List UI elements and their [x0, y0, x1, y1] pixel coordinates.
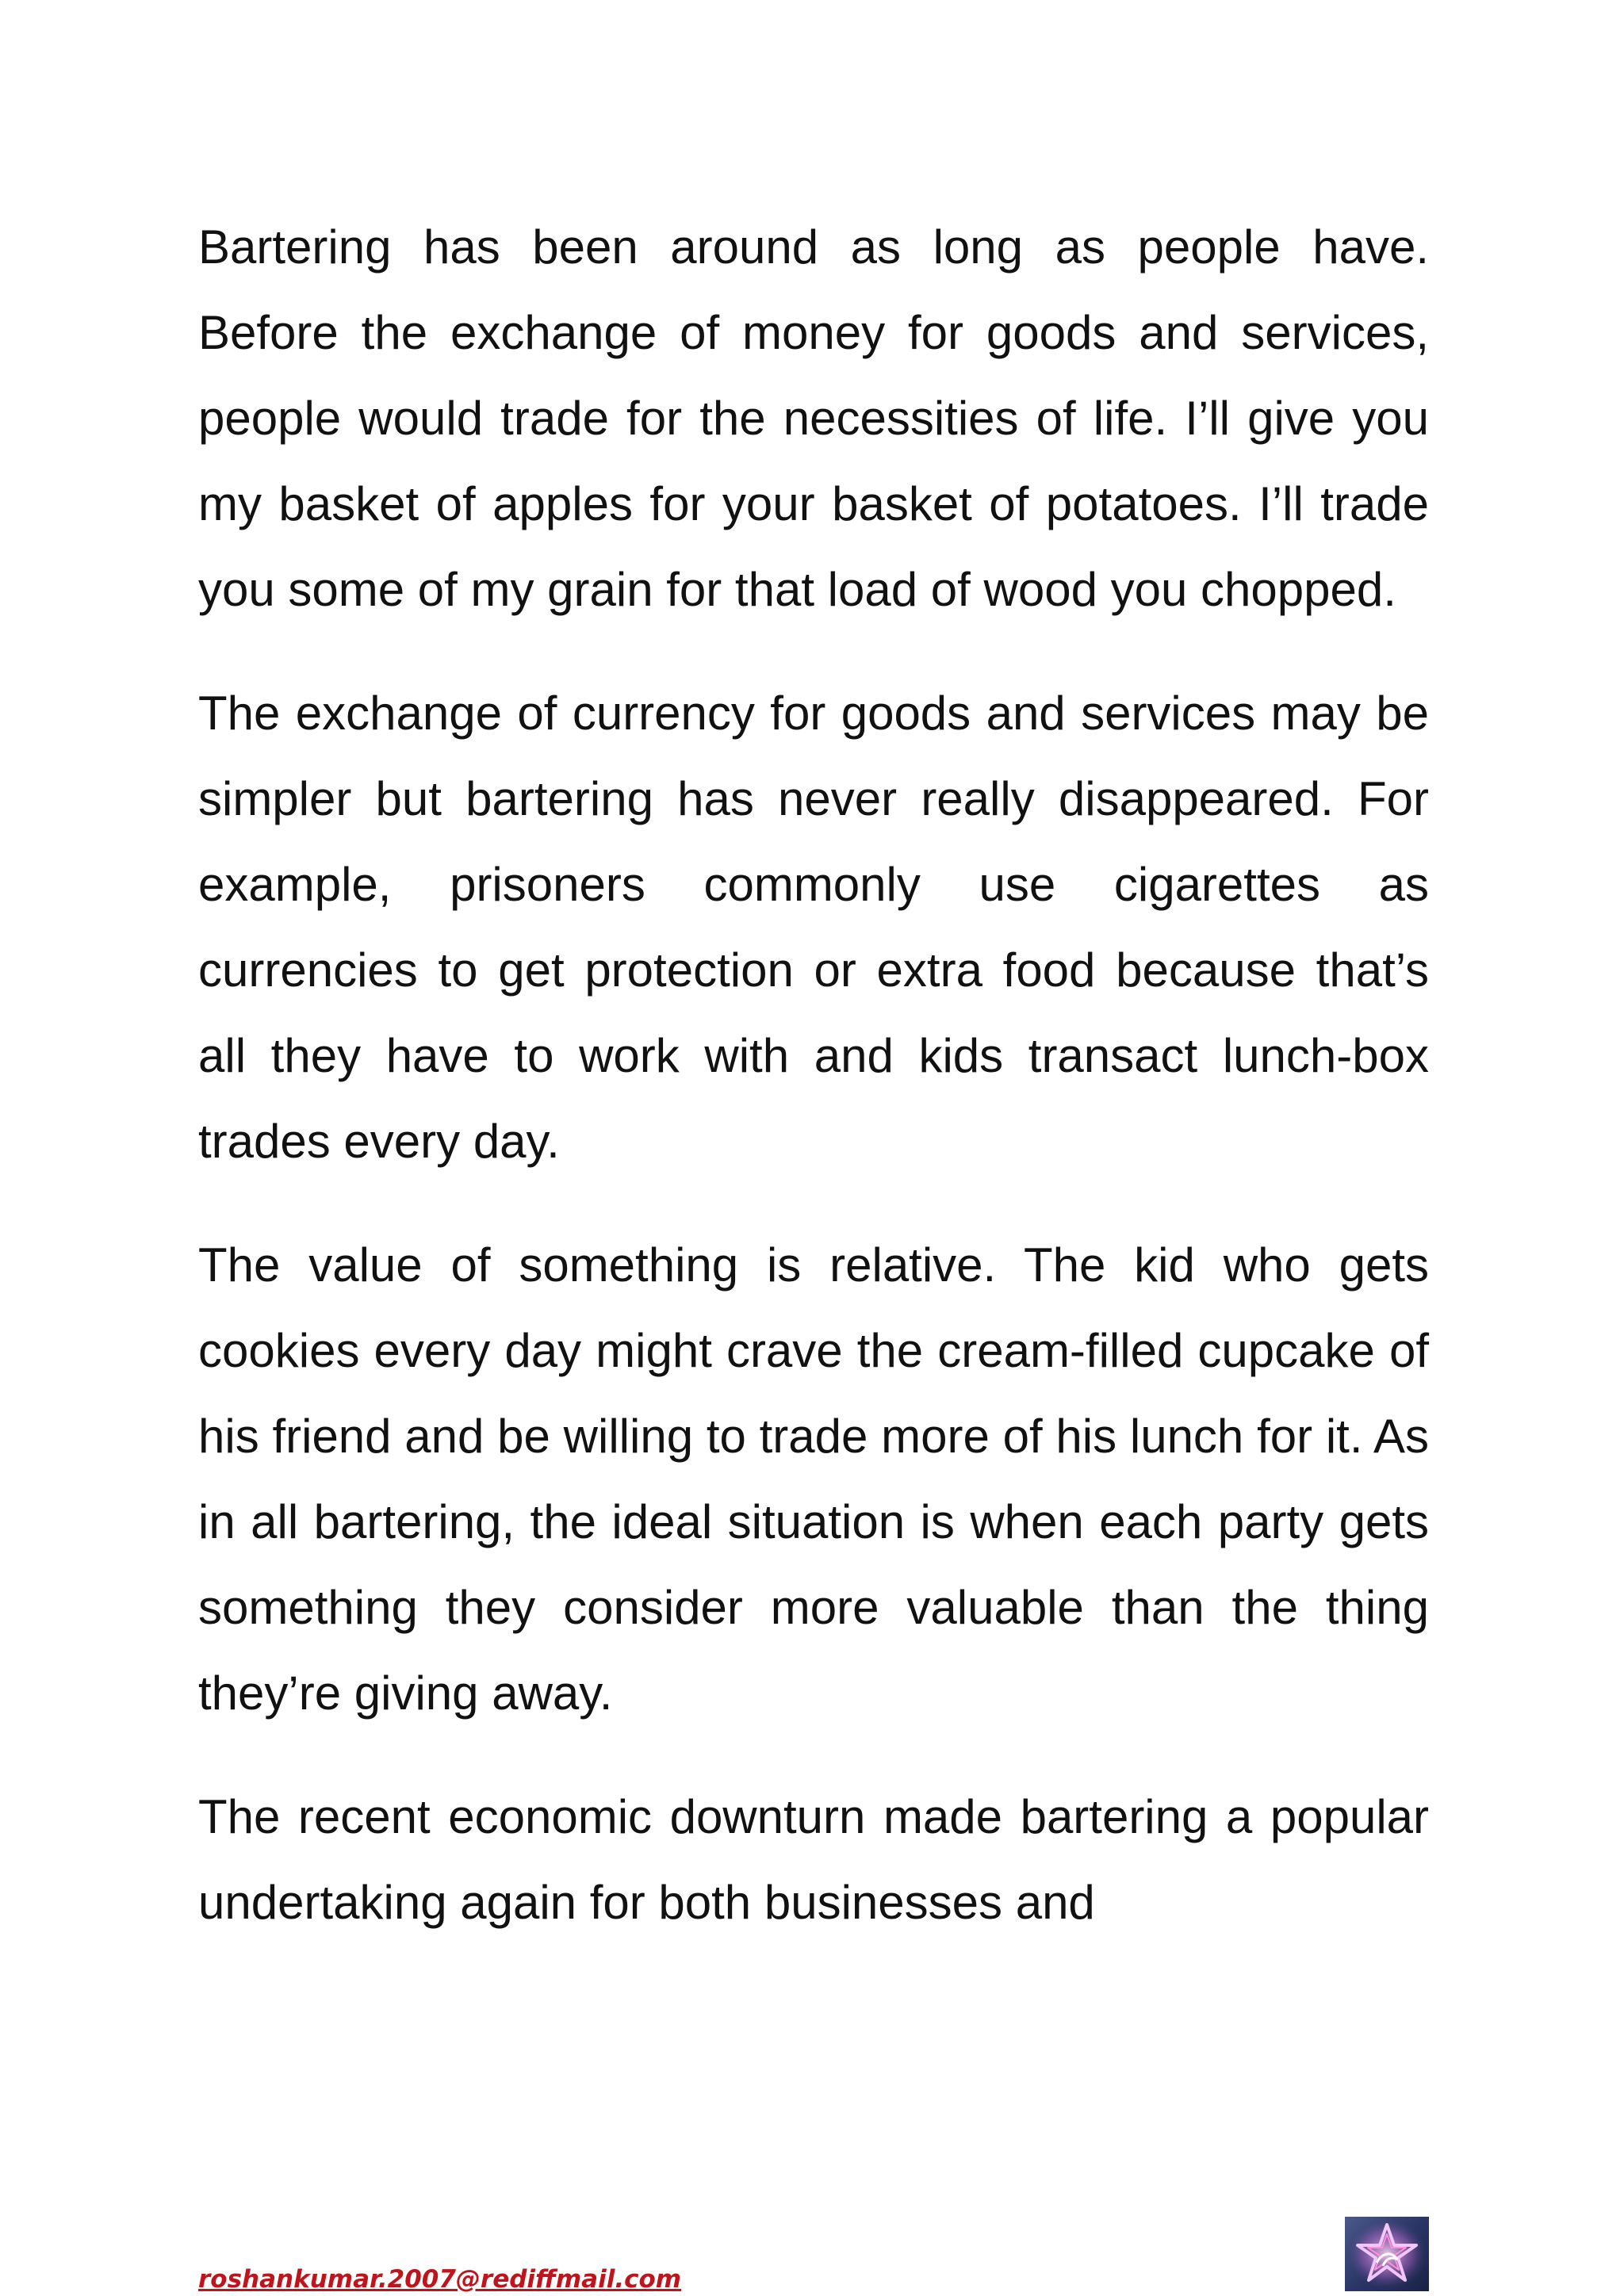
- paragraph-3: The value of something is relative. The kid who gets cookies every day might crave the cream-filled cupcake of his friend and be willing to trade more of his lunch for it. As in all bartering, the ideal situation is when each party gets something they consider more valuable than the thing they’re giving away.: [198, 1238, 1429, 1720]
- star-emblem-graphic: [1345, 2217, 1429, 2291]
- paragraph-2: The exchange of currency for goods and services may be simpler but bartering has never really disappeared. For example, prisoners commonly use cigarettes as currencies to get protection or extra food because that’s all they have to work with and kids transact lunch-box trades every day.: [198, 687, 1429, 1168]
- paragraph-1: Bartering has been around as long as people have. Before the exchange of money for goods and services, people would trade for the necessities of life. I’ll give you my basket of apples for your basket of potatoes. I’ll trade you some of my grain for that load of wood you chopped.: [198, 220, 1429, 616]
- document-body: [198, 205, 1429, 1984]
- footer-email-link[interactable]: roshankumar.2007@rediffmail.com: [198, 2265, 682, 2294]
- star-emblem-icon: [1345, 2217, 1429, 2291]
- paragraph-4: The recent economic downturn made bartering a popular undertaking again for both businesses and: [198, 1790, 1429, 1929]
